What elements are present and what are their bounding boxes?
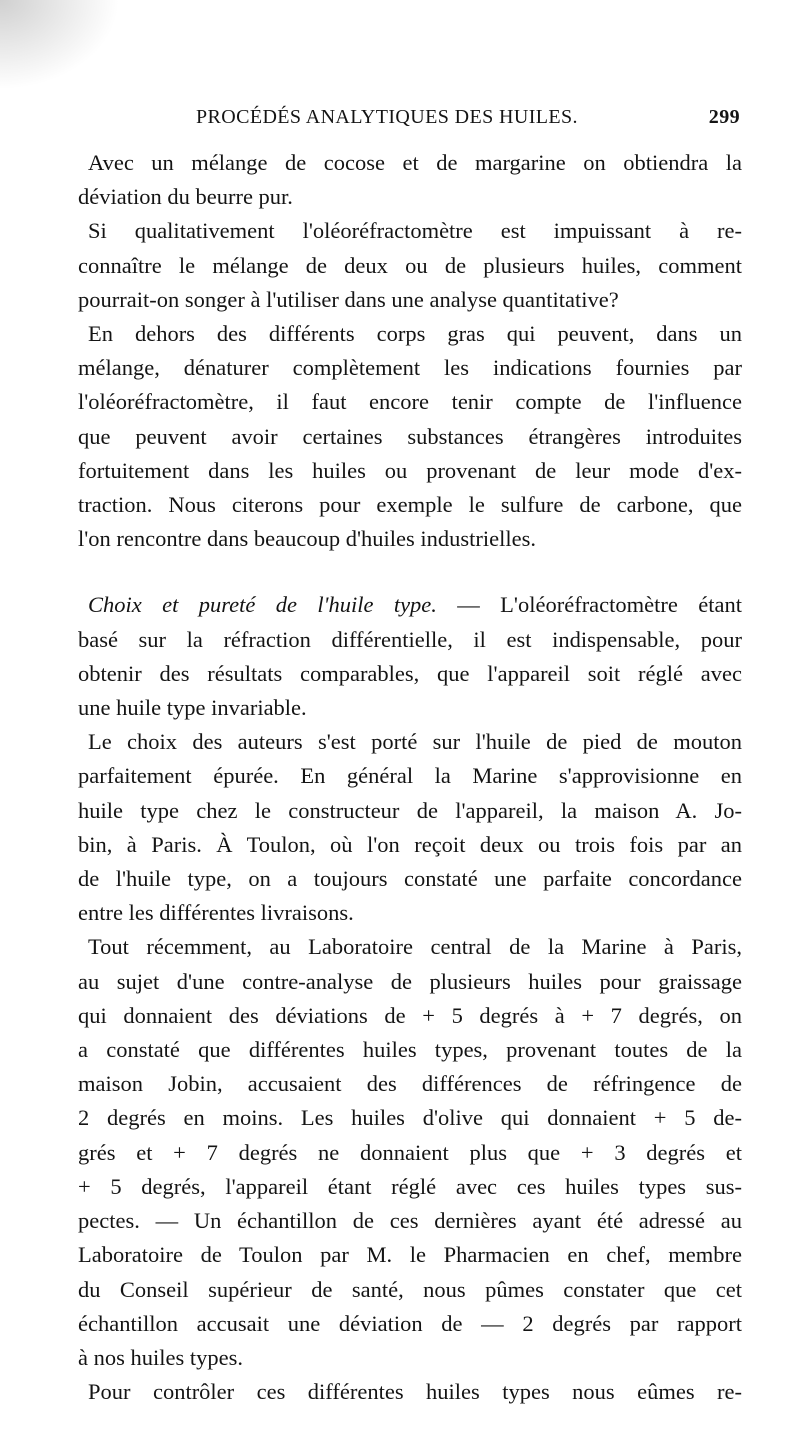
text-line: Avec un mélange de cocose et de margarine on obtiendra la [88, 150, 742, 175]
text-line: connaître le mélange de deux ou de plusieurs huiles, comment [78, 252, 742, 278]
text-line: basé sur la réfraction différentielle, il est indispensable, pour [78, 626, 742, 652]
text-line: maison Jobin, accusaient des différences de réfringence de [78, 1071, 742, 1097]
text-line: de l'huile type, on a toujours constaté une parfaite concordance [78, 866, 742, 892]
page-stain [0, 0, 120, 90]
text-line: du Conseil supérieur de santé, nous pûmes constater que cet [78, 1276, 742, 1302]
text-line: huile type chez le constructeur de l'appareil, la maison A. Jo- [78, 797, 742, 823]
text-line: En dehors des différents corps gras qui peuvent, dans un [88, 321, 742, 347]
text-line: + 5 degrés, l'appareil étant réglé avec ces huiles types sus- [78, 1173, 742, 1199]
text-line: grés et + 7 degrés ne donnaient plus que + 3 degrés et [78, 1139, 742, 1165]
text-line: déviation du beurre pur. [78, 184, 293, 210]
running-title: PROCÉDÉS ANALYTIQUES DES HUILES. [196, 106, 578, 128]
text-line: fortuitement dans les huiles ou provenant de leur mode d'ex- [78, 457, 742, 483]
text-line: obtenir des résultats comparables, que l'appareil soit réglé avec [78, 660, 742, 686]
text-line: une huile type invariable. [78, 695, 307, 721]
page-number: 299 [708, 106, 740, 128]
text-line: à nos huiles types. [78, 1344, 243, 1370]
text-line: entre les différentes livraisons. [78, 900, 354, 926]
text-line: pourrait-on songer à l'utiliser dans une analyse quantitative? [78, 286, 619, 312]
text-line: Le choix des auteurs s'est porté sur l'huile de pied de mouton [88, 729, 742, 755]
section-gap [78, 556, 742, 588]
text-line: au sujet d'une contre-analyse de plusieurs huiles pour graissage [78, 968, 742, 994]
section-heading-line [78, 588, 742, 622]
text-line: traction. Nous citerons pour exemple le sulfure de carbone, que [78, 492, 742, 518]
text-line: 2 degrés en moins. Les huiles d'olive qui donnaient + 5 de- [78, 1105, 742, 1131]
text-line: qui donnaient des déviations de + 5 degrés à + 7 degrés, on [78, 1002, 742, 1028]
text-line: échantillon accusait une déviation de — 2 degrés par rapport [78, 1310, 742, 1336]
text-line: l'on rencontre dans beaucoup d'huiles industrielles. [78, 526, 536, 552]
text-line: Tout récemment, au Laboratoire central de la Marine à Paris, [88, 934, 742, 960]
text-line: a constaté que différentes huiles types, provenant toutes de la [78, 1037, 742, 1063]
running-header [196, 106, 740, 136]
text-line: Pour contrôler ces différentes huiles types nous eûmes re- [88, 1379, 742, 1405]
text-block-2 [78, 623, 742, 1410]
text-line: que peuvent avoir certaines substances étrangères introduites [78, 423, 742, 449]
text-line: Laboratoire de Toulon par M. le Pharmacien en chef, membre [78, 1242, 742, 1268]
text-line: mélange, dénaturer complètement les indications fournies par [78, 355, 742, 381]
text-line: pectes. — Un échantillon de ces dernières ayant été adressé au [78, 1208, 742, 1234]
text-block-1 [78, 146, 742, 556]
body-text [78, 146, 742, 1409]
text-line: l'oléoréfractomètre, il faut encore tenir compte de l'influence [78, 389, 742, 415]
text-line: Si qualitativement l'oléoréfractomètre est impuissant à re- [88, 218, 742, 244]
section-heading: Choix et pureté de l'huile type. [88, 592, 437, 618]
text-line: bin, à Paris. À Toulon, où l'on reçoit deux ou trois fois par an [78, 831, 742, 857]
section-heading-rest: — L'oléoréfractomètre étant [436, 592, 742, 618]
text-line: parfaitement épurée. En général la Marine s'approvisionne en [78, 763, 742, 789]
